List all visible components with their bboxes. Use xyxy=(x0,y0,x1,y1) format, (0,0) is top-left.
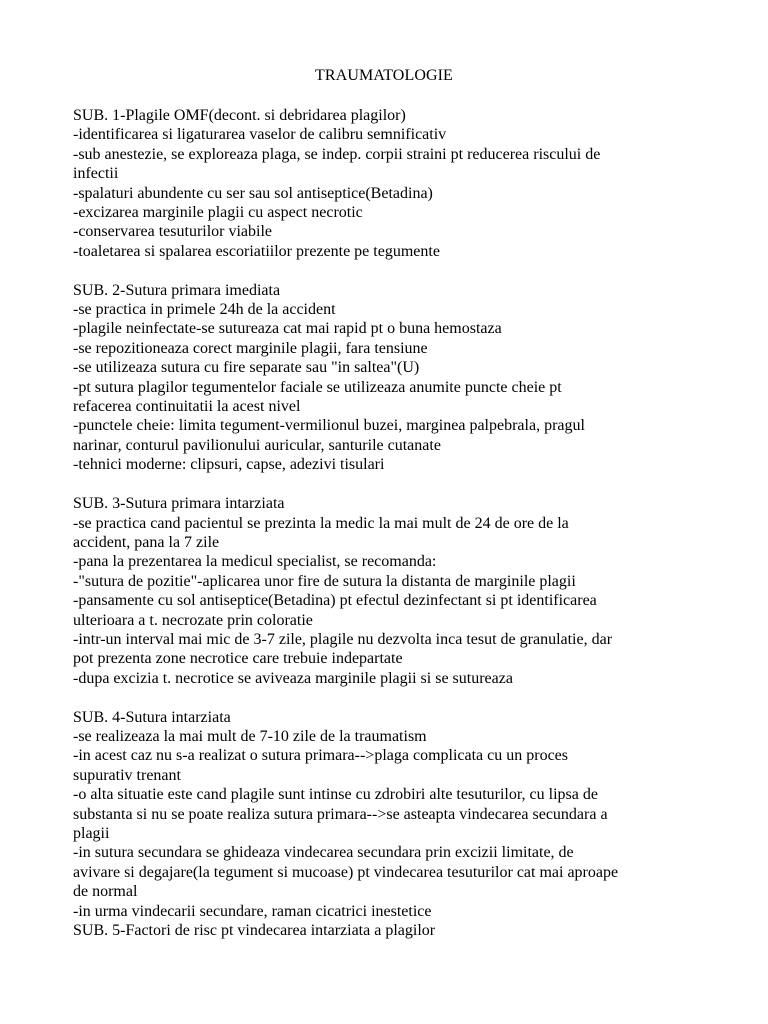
bullet-line: -se repozitioneaza corect marginile plagii, fara tensiune xyxy=(73,339,428,357)
bullet-line: -excizarea marginile plagii cu aspect necrotic xyxy=(73,204,363,222)
bullet-line: -sub anestezie, se exploreaza plaga, se indep. corpii straini pt reducerea riscului de infectii xyxy=(73,145,601,183)
section-heading: SUB. 3-Sutura primara intarziata xyxy=(73,495,285,513)
bullet-line: -se practica cand pacientul se prezinta la medic la mai mult de 24 de ore de la accident, pana la 7 zile xyxy=(73,514,569,551)
section-heading: SUB. 5-Factori de risc pt vindecarea intarziata a plagilor xyxy=(73,922,436,940)
section-4 xyxy=(73,708,713,921)
bullet-line: -plagile neinfectate-se sutureaza cat mai rapid pt o buna hemostaza xyxy=(73,320,502,338)
bullet-line: -in urma vindecarii secundare, raman cicatrici inestetice xyxy=(73,902,432,920)
bullet-line: -intr-un interval mai mic de 3-7 zile, plagile nu dezvolta inca tesut de granulatie, dar pot prezenta zone necrotice care trebuie indepartate xyxy=(73,630,613,668)
bullet-line: -spalaturi abundente cu ser sau sol antiseptice(Betadina) xyxy=(73,184,433,202)
bullet-line: -"sutura de pozitie"-aplicarea unor fire de sutura la distanta de marginile plagii xyxy=(73,572,576,590)
bullet-line: -se realizeaza la mai mult de 7-10 zile de la traumatism xyxy=(73,727,427,745)
bullet-line: -identificarea si ligaturarea vaselor de calibru semnificativ xyxy=(73,126,447,144)
bullet-line: -tehnici moderne: clipsuri, capse, adezivi tisulari xyxy=(73,456,385,474)
document-body xyxy=(73,106,713,960)
section-heading: SUB. 4-Sutura intarziata xyxy=(73,708,231,726)
bullet-line: -pana la prezentarea la medicul specialist, se recomanda: xyxy=(73,553,437,571)
bullet-line: -se practica in primele 24h de la accident xyxy=(73,301,336,319)
bullet-line: -punctele cheie: limita tegument-vermilionul buzei, marginea palpebrala, pragul narinar, conturul pavilionului auricular, santurile cutanate xyxy=(73,417,585,454)
bullet-line: -toaletarea si spalarea escoriatiilor prezente pe tegumente xyxy=(73,242,440,260)
bullet-line: -se utilizeaza sutura cu fire separate sau "in saltea"(U) xyxy=(73,359,420,377)
bullet-line: -pt sutura plagilor tegumentelor faciale se utilizeaza anumite puncte cheie pt refacerea continuitatii la acest nivel xyxy=(73,378,562,416)
bullet-line: -conservarea tesuturilor viabile xyxy=(73,223,273,241)
section-heading: SUB. 1-Plagile OMF(decont. si debridarea plagilor) xyxy=(73,107,406,124)
bullet-line: -pansamente cu sol antiseptice(Betadina) pt efectul dezinfectant si pt identificarea ulterioara a t. necrozate prin coloratie xyxy=(73,592,597,629)
bullet-line: -dupa excizia t. necrotice se aviveaza marginile plagii si se sutureaza xyxy=(73,669,513,687)
bullet-line: -in sutura secundara se ghideaza vindecarea secundara prin excizii limitate, de avivare si degajare(la tegument si mucoase) pt vindecarea tesuturilor cat mai aproape de normal xyxy=(73,844,619,901)
bullet-line: -o alta situatie este cand plagile sunt intinse cu zdrobiri alte tesuturilor, cu lipsa de substanta si nu se poate realiza sutura primara-->se asteapta vindecarea secundara a plagii xyxy=(73,786,608,842)
bullet-line: -in acest caz nu s-a realizat o sutura primara-->plaga complicata cu un proces supurativ trenant xyxy=(73,747,569,784)
section-5 xyxy=(73,921,713,940)
document-title: TRAUMATOLOGIE xyxy=(315,67,453,84)
section-2 xyxy=(73,281,713,475)
section-3 xyxy=(73,494,713,688)
section-heading: SUB. 2-Sutura primara imediata xyxy=(73,281,281,299)
section-1 xyxy=(73,106,713,261)
